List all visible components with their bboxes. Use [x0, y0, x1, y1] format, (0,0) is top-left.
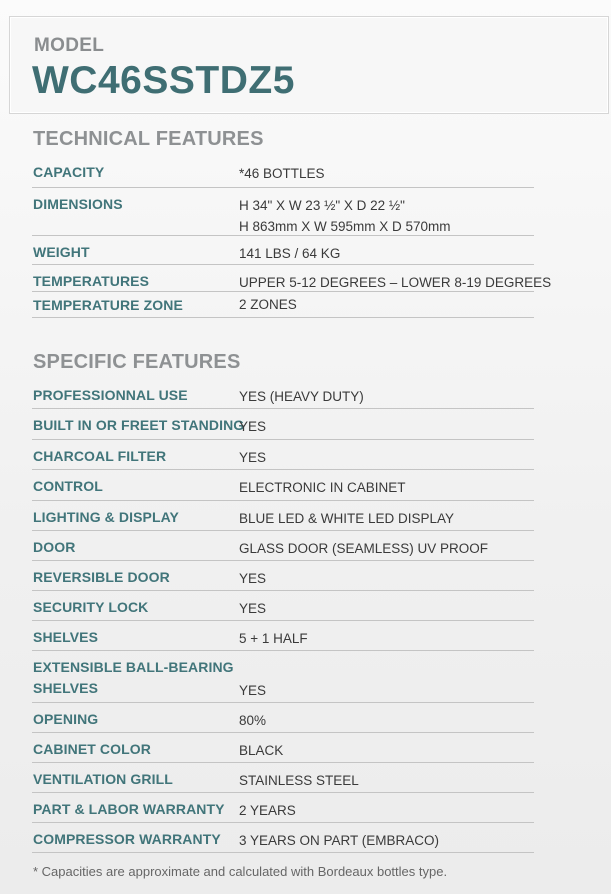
- feature-value: YES: [239, 419, 267, 434]
- feature-value: 141 LBS / 64 KG: [239, 246, 341, 261]
- table-row: [32, 823, 534, 853]
- table-row: [32, 265, 552, 292]
- feature-label: SECURITY LOCK: [33, 599, 149, 615]
- feature-value: YES: [239, 683, 267, 698]
- technical-features-table: [32, 156, 552, 318]
- feature-value: YES: [239, 571, 267, 586]
- feature-label-secondary: SHELVES: [33, 680, 99, 696]
- feature-value: 80%: [239, 713, 267, 728]
- table-row: [32, 188, 534, 236]
- feature-label: CABINET COLOR: [33, 741, 151, 757]
- feature-value: BLUE LED & WHITE LED DISPLAY: [239, 511, 455, 526]
- specific-features-table: [32, 379, 534, 853]
- footnote: * Capacities are approximate and calculated with Bordeaux bottles type.: [33, 864, 448, 879]
- technical-features-title: TECHNICAL FEATURES: [33, 128, 264, 150]
- feature-label: REVERSIBLE DOOR: [33, 569, 170, 585]
- feature-label: BUILT IN OR FREET STANDING: [33, 417, 245, 433]
- table-row: [32, 379, 534, 409]
- table-row: [32, 292, 534, 318]
- table-row: [32, 470, 534, 501]
- table-row: [32, 236, 534, 265]
- specific-features-title: SPECIFIC FEATURES: [33, 351, 241, 373]
- table-row: [32, 409, 534, 440]
- model-name: WC46SSTDZ5: [32, 59, 295, 102]
- feature-label: CHARCOAL FILTER: [33, 448, 167, 464]
- table-row: [32, 591, 534, 621]
- table-row: [32, 561, 534, 591]
- feature-label: COMPRESSOR WARRANTY: [33, 831, 221, 847]
- feature-value: *46 BOTTLES: [239, 166, 325, 181]
- feature-label: DIMENSIONS: [33, 196, 123, 212]
- table-row: [32, 793, 534, 823]
- feature-label: PART & LABOR WARRANTY: [33, 801, 225, 817]
- feature-label: DOOR: [33, 539, 76, 555]
- feature-label: OPENING: [33, 711, 99, 727]
- feature-label: TEMPERATURE ZONE: [33, 297, 183, 313]
- table-row: [32, 440, 534, 470]
- model-label: MODEL: [34, 35, 105, 56]
- feature-value-secondary: H 863mm X W 595mm X D 570mm: [239, 219, 451, 234]
- feature-label: CONTROL: [33, 478, 103, 494]
- feature-label: WEIGHT: [33, 244, 90, 260]
- feature-label: SHELVES: [33, 629, 99, 645]
- feature-value: 2 ZONES: [239, 297, 297, 312]
- feature-label: EXTENSIBLE BALL-BEARING: [33, 659, 234, 675]
- table-row: [32, 501, 534, 531]
- table-row: [32, 703, 534, 733]
- feature-label: TEMPERATURES: [33, 273, 150, 289]
- feature-value: 5 + 1 HALF: [239, 631, 308, 646]
- feature-value: YES (HEAVY DUTY): [239, 389, 364, 404]
- feature-value: BLACK: [239, 743, 284, 758]
- feature-label: PROFESSIONNAL USE: [33, 387, 188, 403]
- feature-value: YES: [239, 450, 267, 465]
- feature-value: STAINLESS STEEL: [239, 773, 359, 788]
- feature-value: 3 YEARS ON PART (EMBRACO): [239, 833, 440, 848]
- feature-label: CAPACITY: [33, 164, 105, 180]
- feature-value: GLASS DOOR (SEAMLESS) UV PROOF: [239, 541, 489, 556]
- feature-value: YES: [239, 601, 267, 616]
- feature-label: VENTILATION GRILL: [33, 771, 173, 787]
- table-row: [32, 763, 534, 793]
- feature-value: UPPER 5-12 DEGREES – LOWER 8-19 DEGREES: [239, 275, 552, 290]
- feature-value: ELECTRONIC IN CABINET: [239, 480, 406, 495]
- table-row: [32, 733, 534, 763]
- table-row: [32, 621, 534, 651]
- table-row: [32, 531, 534, 561]
- feature-label: LIGHTING & DISPLAY: [33, 509, 179, 525]
- table-row: [32, 156, 534, 188]
- feature-value: H 34" X W 23 ½" X D 22 ½": [239, 198, 405, 213]
- table-row: [32, 651, 534, 703]
- feature-value: 2 YEARS: [239, 803, 296, 818]
- model-box: [9, 16, 609, 114]
